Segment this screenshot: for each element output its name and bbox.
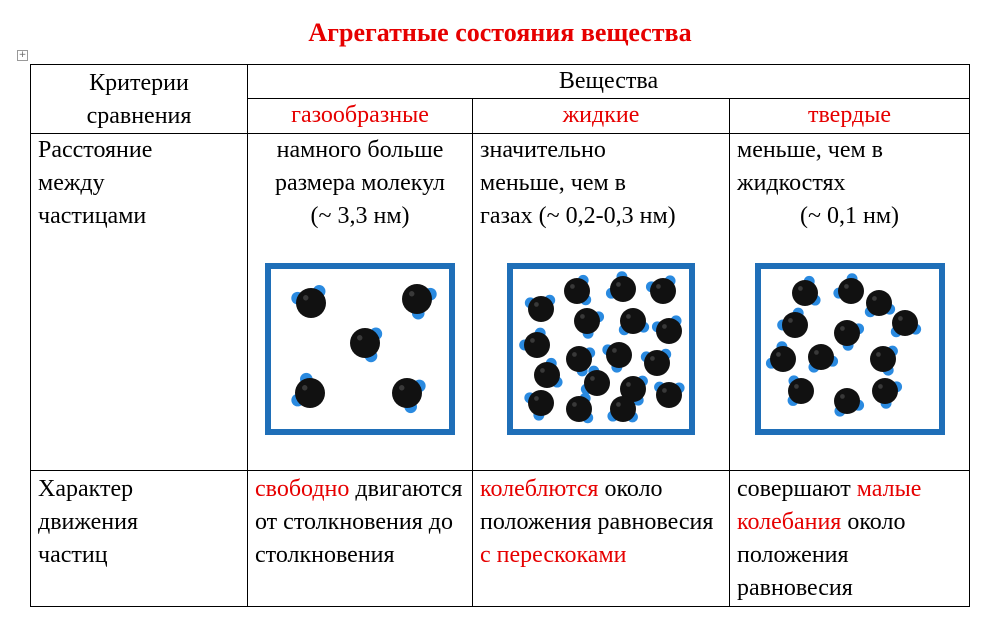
atom-highlight: [794, 384, 799, 389]
oxygen-atom: [834, 320, 860, 346]
motion-gas-highlight: свободно: [255, 476, 350, 502]
oxygen-atom: [834, 388, 860, 414]
row-label-line: между: [38, 170, 105, 196]
atom-highlight: [530, 338, 535, 343]
atom-highlight: [399, 385, 404, 390]
atom-highlight: [302, 385, 307, 390]
oxygen-atom: [644, 350, 670, 376]
criteria-header-line2: сравнения: [86, 103, 192, 129]
atom-highlight: [616, 402, 621, 407]
oxygen-atom: [296, 288, 326, 318]
liquid-molecules-diagram: [507, 263, 695, 435]
row-label-line: Расстояние: [38, 137, 153, 163]
oxygen-atom: [350, 328, 380, 358]
motion-liquid-highlight-2: с перескоками: [480, 542, 627, 568]
cell-line: газах (~ 0,2-0,3 нм): [480, 203, 676, 229]
criteria-header-line1: Критерии: [89, 70, 189, 96]
cell-line: меньше, чем в: [737, 137, 884, 163]
substances-header: Вещества: [248, 65, 970, 99]
cell-distance-solid: [730, 134, 970, 471]
row-label-distance: [31, 134, 248, 471]
atom-highlight: [534, 396, 539, 401]
atom-highlight: [572, 402, 577, 407]
cell-distance-gas: [248, 134, 473, 471]
atom-highlight: [656, 284, 661, 289]
atom-highlight: [840, 326, 845, 331]
cell-distance-liquid: [473, 134, 730, 471]
oxygen-atom: [866, 290, 892, 316]
atom-highlight: [878, 384, 883, 389]
oxygen-atom: [524, 332, 550, 358]
oxygen-atom: [650, 278, 676, 304]
oxygen-atom: [620, 308, 646, 334]
oxygen-atom: [566, 396, 592, 422]
oxygen-atom: [606, 342, 632, 368]
atom-highlight: [814, 350, 819, 355]
row-label-line: частиц: [38, 542, 108, 568]
oxygen-atom: [872, 378, 898, 404]
gas-molecules-diagram: [265, 263, 455, 435]
oxygen-atom: [392, 378, 422, 408]
atom-highlight: [626, 314, 631, 319]
atom-highlight: [844, 284, 849, 289]
atom-highlight: [650, 356, 655, 361]
oxygen-atom: [770, 346, 796, 372]
atom-highlight: [303, 295, 308, 300]
column-header-solid: твердые: [730, 99, 970, 134]
cell-motion-solid: [730, 471, 970, 607]
atom-highlight: [776, 352, 781, 357]
oxygen-atom: [788, 378, 814, 404]
cell-line: значительно: [480, 137, 606, 163]
cell-line: размера молекул: [274, 170, 446, 196]
atom-highlight: [662, 324, 667, 329]
oxygen-atom: [564, 278, 590, 304]
motion-liquid-highlight: колеблются: [480, 476, 599, 502]
oxygen-atom: [656, 382, 682, 408]
column-header-liquid: жидкие: [473, 99, 730, 134]
atom-highlight: [626, 382, 631, 387]
oxygen-atom: [656, 318, 682, 344]
atom-highlight: [590, 376, 595, 381]
cell-line: (~ 0,1 нм): [800, 203, 899, 229]
motion-gas-text: двигаются от столкновения до столкновения: [255, 476, 463, 568]
oxygen-atom: [808, 344, 834, 370]
oxygen-atom: [402, 284, 432, 314]
cell-line: меньше, чем в: [480, 170, 627, 196]
cell-line: (~ 3,3 нм): [310, 203, 410, 229]
cell-motion-gas: [248, 471, 473, 607]
oxygen-atom: [574, 308, 600, 334]
motion-liquid-text: около положения равновесия: [480, 476, 714, 535]
oxygen-atom: [610, 396, 636, 422]
oxygen-atom: [870, 346, 896, 372]
cell-motion-liquid: [473, 471, 730, 607]
row-label-line: Характер: [38, 476, 134, 502]
comparison-table: [30, 64, 970, 607]
page-title: Агрегатные состояния вещества: [308, 18, 692, 47]
cell-line: жидкостях: [737, 170, 846, 196]
atom-highlight: [540, 368, 545, 373]
atom-highlight: [662, 388, 667, 393]
table-move-handle-icon[interactable]: +: [18, 50, 27, 60]
oxygen-atom: [566, 346, 592, 372]
row-label-motion: [31, 471, 248, 607]
atom-highlight: [876, 352, 881, 357]
atom-highlight: [612, 348, 617, 353]
row-label-line: частицами: [38, 203, 147, 229]
oxygen-atom: [534, 362, 560, 388]
atom-highlight: [788, 318, 793, 323]
oxygen-atom: [584, 370, 610, 396]
atom-highlight: [898, 316, 903, 321]
atom-highlight: [872, 296, 877, 301]
oxygen-atom: [610, 276, 636, 302]
column-header-gas: газообразные: [248, 99, 473, 134]
motion-solid-pre: совершают: [737, 476, 857, 502]
oxygen-atom: [792, 280, 818, 306]
oxygen-atom: [528, 390, 554, 416]
motion-solid-highlight: малые колебания: [737, 476, 922, 535]
cell-line: намного больше: [276, 137, 444, 163]
atom-highlight: [798, 286, 803, 291]
atom-highlight: [534, 302, 539, 307]
row-label-line: движения: [38, 509, 139, 535]
atom-highlight: [357, 335, 362, 340]
motion-solid-text: около положения равновесия: [737, 509, 906, 601]
solid-molecules-diagram: [755, 263, 945, 435]
atom-highlight: [840, 394, 845, 399]
oxygen-atom: [892, 310, 918, 336]
atom-highlight: [616, 282, 621, 287]
atom-highlight: [409, 291, 414, 296]
criteria-header: [31, 65, 248, 134]
atom-highlight: [580, 314, 585, 319]
oxygen-atom: [295, 378, 325, 408]
atom-highlight: [570, 284, 575, 289]
oxygen-atom: [528, 296, 554, 322]
oxygen-atom: [782, 312, 808, 338]
atom-highlight: [572, 352, 577, 357]
oxygen-atom: [838, 278, 864, 304]
